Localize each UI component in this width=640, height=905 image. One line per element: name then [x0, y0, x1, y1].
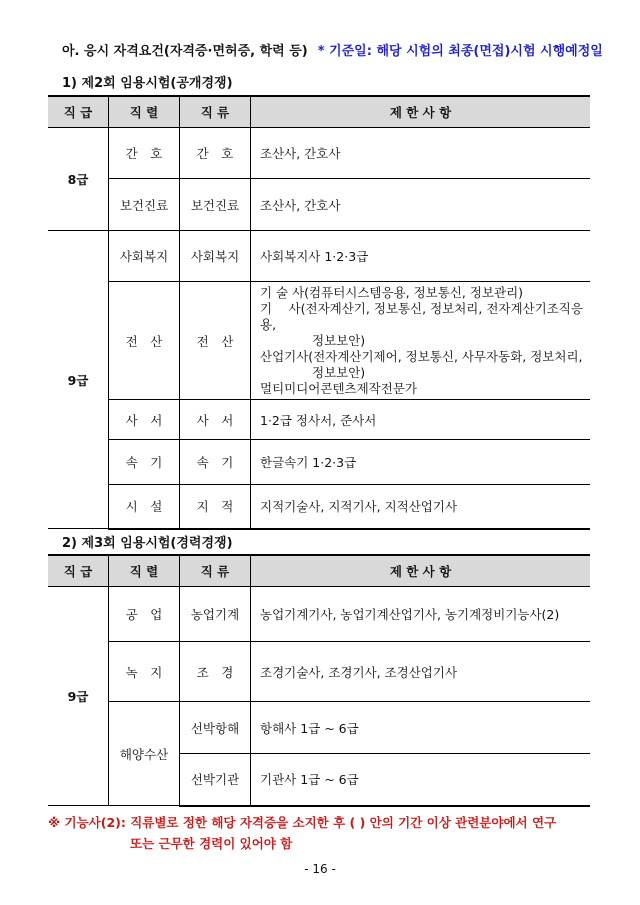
table-row	[48, 587, 590, 642]
restriction-cell: 사회복지사 1·2·3급	[251, 231, 591, 282]
footnote-line: 또는 근무한 경력이 있어야 함	[130, 836, 293, 851]
series-cell: 간 호	[109, 128, 180, 179]
table-open-competition	[48, 95, 590, 530]
table-header-row	[48, 555, 590, 587]
class-cell: 지 적	[180, 485, 251, 529]
table-row	[48, 179, 590, 231]
header-grade: 직 급	[48, 96, 109, 128]
restriction-cell: 지적기술사, 지적기사, 지적산업기사	[251, 485, 591, 529]
footnote	[48, 812, 556, 854]
table-career-competition	[48, 554, 590, 807]
table-row	[48, 282, 590, 400]
heading-title: 아. 응시 자격요건(자격증·면허증, 학력 등)	[62, 44, 308, 59]
restriction-cell: 1·2급 정사서, 준사서	[251, 400, 591, 440]
section-heading	[62, 40, 603, 59]
header-grade: 직 급	[48, 555, 109, 587]
table-header-row	[48, 96, 590, 128]
grade-cell: 9급	[48, 231, 109, 529]
table-row	[48, 400, 590, 440]
header-class: 직 류	[180, 555, 251, 587]
series-cell: 녹 지	[109, 642, 180, 702]
restriction-line: 멀티미디어콘텐츠제작전문가	[260, 380, 417, 396]
table-row	[48, 128, 590, 179]
series-cell: 보건진료	[109, 179, 180, 231]
section2-title: 2) 제3회 임용시험(경력경쟁)	[62, 536, 233, 551]
grade-cell: 8급	[48, 128, 109, 231]
restriction-cell: 한글속기 1·2·3급	[251, 440, 591, 485]
class-cell: 사회복지	[180, 231, 251, 282]
restriction-line: 정보보안)	[312, 364, 366, 380]
series-cell: 전 산	[109, 282, 180, 400]
class-cell: 속 기	[180, 440, 251, 485]
page-number: - 16 -	[304, 862, 336, 876]
restriction-cell	[251, 282, 591, 400]
class-cell: 전 산	[180, 282, 251, 400]
heading-note: * 기준일: 해당 시험의 최종(면접)시험 시행예정일	[317, 44, 603, 59]
restriction-line: 정보보안)	[312, 332, 366, 348]
series-cell: 사회복지	[109, 231, 180, 282]
restriction-cell: 항해사 1급 ~ 6급	[251, 702, 591, 754]
restriction-cell: 조산사, 간호사	[251, 179, 591, 231]
section1-title: 1) 제2회 임용시험(공개경쟁)	[62, 76, 233, 91]
series-cell: 해양수산	[109, 702, 180, 806]
restriction-line: 기 사(전자계산기, 정보통신, 정보처리, 전자계산기조직응용,	[260, 300, 583, 332]
grade-cell: 9급	[48, 587, 109, 806]
table-row	[48, 642, 590, 702]
class-cell: 농업기계	[180, 587, 251, 642]
series-cell: 속 기	[109, 440, 180, 485]
class-cell: 조 경	[180, 642, 251, 702]
class-cell: 선박기관	[180, 754, 251, 806]
restriction-cell: 조경기술사, 조경기사, 조경산업기사	[251, 642, 591, 702]
class-cell: 사 서	[180, 400, 251, 440]
series-cell: 공 업	[109, 587, 180, 642]
restriction-cell: 기관사 1급 ~ 6급	[251, 754, 591, 806]
footnote-line: ※ 기능사(2): 직류별로 정한 해당 자격증을 소지한 후 ( ) 안의 기간 이상 관련분야에서 연구	[48, 815, 557, 830]
restriction-line: 산업기사(전자계산기제어, 정보통신, 사무자동화, 정보처리,	[260, 348, 583, 364]
series-cell: 시 설	[109, 485, 180, 529]
series-cell: 사 서	[109, 400, 180, 440]
restriction-line: 기 술 사(컴퓨터시스템응용, 정보통신, 정보관리)	[260, 284, 524, 300]
table-row	[48, 231, 590, 282]
class-cell: 간 호	[180, 128, 251, 179]
header-restriction: 제 한 사 항	[251, 96, 591, 128]
restriction-cell: 농업기계기사, 농업기계산업기사, 농기계정비기능사(2)	[251, 587, 591, 642]
header-series: 직 렬	[109, 555, 180, 587]
header-series: 직 렬	[109, 96, 180, 128]
class-cell: 선박항해	[180, 702, 251, 754]
table-row	[48, 702, 590, 754]
restriction-cell: 조산사, 간호사	[251, 128, 591, 179]
table-row	[48, 440, 590, 485]
header-restriction: 제 한 사 항	[251, 555, 591, 587]
class-cell: 보건진료	[180, 179, 251, 231]
header-class: 직 류	[180, 96, 251, 128]
table-row	[48, 485, 590, 529]
